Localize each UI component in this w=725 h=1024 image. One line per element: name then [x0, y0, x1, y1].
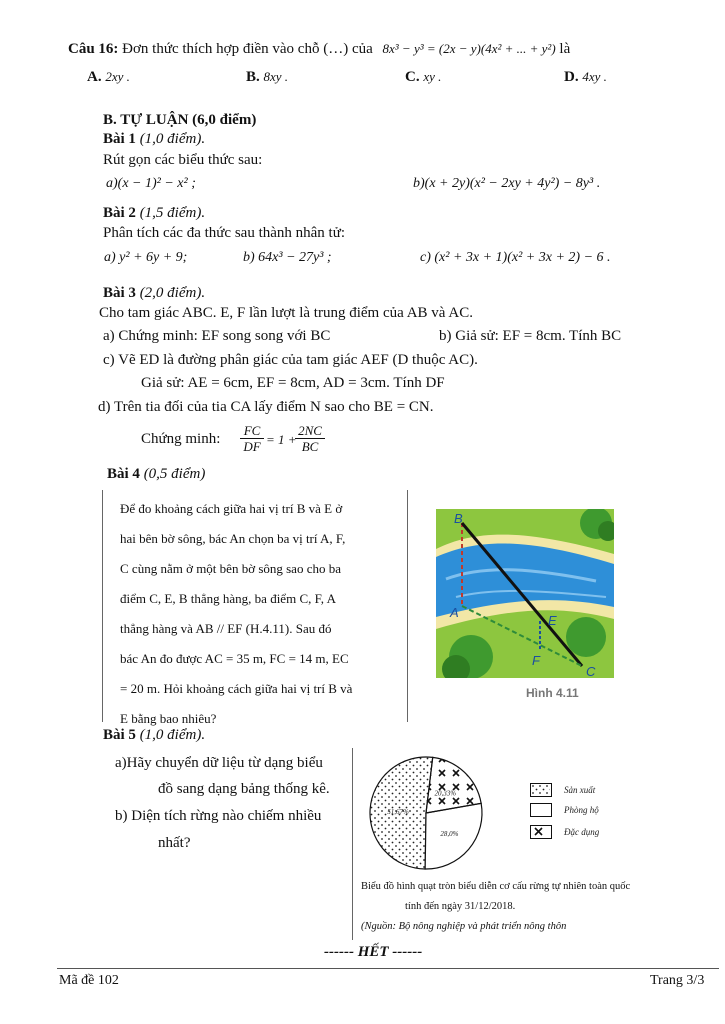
- bai3-prove-label: Chứng minh:: [141, 431, 221, 447]
- bai4-line: C cùng nằm ở một bên bờ sông sao cho ba: [120, 561, 341, 576]
- bai4-line: Để đo khoảng cách giữa hai vị trí B và E ở: [120, 501, 343, 516]
- figure-caption: Hình 4.11: [526, 686, 579, 700]
- bai2-part-a: a) y² + 6y + 9;: [104, 250, 188, 265]
- question-16-text: Đơn thức thích hợp điền vào chỗ (…) của: [122, 41, 373, 57]
- frac1-numerator: FC: [240, 423, 264, 439]
- bai4-line: hai bên bờ sông, bác An chọn ba vị trí A, F,: [120, 531, 346, 546]
- bai4-points: (0,5 điểm): [143, 466, 206, 482]
- equation-middle: = 1 +: [266, 432, 297, 447]
- legend-label-dac-dung: Đặc dụng: [564, 827, 600, 837]
- option-d-value: 4xy .: [582, 69, 607, 84]
- bai4-text: [120, 494, 352, 734]
- bai3-part-a: a) Chứng minh: EF song song với BC: [103, 328, 331, 344]
- legend-swatch-san-xuat: [530, 783, 552, 797]
- frac2: [295, 423, 325, 454]
- option-c-value: xy .: [423, 69, 442, 84]
- pie-chart: [366, 753, 486, 873]
- bai2-instruction: Phân tích các đa thức sau thành nhân tử:: [103, 225, 346, 241]
- end-mark: ------ HẾT ------: [324, 944, 423, 960]
- option-c-letter: C.: [405, 69, 420, 85]
- footer-divider: [57, 968, 719, 969]
- option-d-letter: D.: [564, 69, 579, 85]
- bai4-line: = 20 m. Hỏi khoảng cách giữa hai vị trí B và: [120, 681, 353, 696]
- bai5-points: (1,0 điểm).: [139, 727, 206, 743]
- bai5-part-b2: nhất?: [158, 835, 191, 851]
- question-16-label: Câu 16:: [68, 41, 119, 57]
- label-e: E: [548, 613, 557, 628]
- bai5-part-a1: a)Hãy chuyển dữ liệu từ dạng biểu: [115, 755, 323, 771]
- bai3-part-c2: Giả sử: AE = 6cm, EF = 8cm, AD = 3cm. Tính DF: [141, 375, 445, 391]
- frac1-denominator: DF: [243, 439, 261, 454]
- chart-source: (Nguồn: Bộ nông nghiệp và phát triển nông thôn: [361, 921, 567, 932]
- pie-slice-label-1: 28,0%: [440, 829, 459, 838]
- frac1: [240, 423, 264, 454]
- bai2-part-b: b) 64x³ − 27y³ ;: [243, 250, 332, 265]
- bai4-left-rule: [102, 490, 103, 722]
- bai3-heading: [103, 285, 205, 302]
- option-c: [405, 69, 441, 86]
- river-figure: [436, 509, 614, 678]
- bai5-heading: [103, 727, 205, 744]
- label-c: C: [586, 664, 596, 678]
- bai3-part-c1: c) Vẽ ED là đường phân giác của tam giác AEF (D thuộc AC).: [103, 352, 478, 368]
- bai1-instruction: Rút gọn các biểu thức sau:: [103, 152, 263, 168]
- frac2-numerator: 2NC: [295, 423, 325, 439]
- bai4-line: thẳng hàng và AB // EF (H.4.11). Sau đó: [120, 621, 332, 636]
- bai1-points: (1,0 điểm).: [139, 131, 206, 147]
- bai4-line: E bằng bao nhiêu?: [120, 711, 217, 726]
- option-a-letter: A.: [87, 69, 102, 85]
- bai1-title: Bài 1: [103, 131, 136, 147]
- bai2-points: (1,5 điểm).: [139, 205, 206, 221]
- bai1-part-a: a)(x − 1)² − x² ;: [106, 176, 196, 191]
- bai4-title: Bài 4: [107, 466, 140, 482]
- bai1-heading: [103, 131, 205, 148]
- section-b-title: B. TỰ LUẬN (6,0 điểm): [103, 112, 257, 128]
- option-b: [246, 69, 288, 86]
- bai5-title: Bài 5: [103, 727, 136, 743]
- chart-caption-1: Biểu đồ hình quạt tròn biểu diễn cơ cấu rừng tự nhiên toàn quốc: [361, 881, 631, 892]
- pie-slice-2: [426, 757, 481, 813]
- question-16-equation: 8x³ − y³ = (2x − y)(4x² + ... + y²): [382, 41, 556, 56]
- chart-caption-2: tính đến ngày 31/12/2018.: [405, 901, 516, 912]
- question-16: [68, 41, 570, 58]
- option-b-letter: B.: [246, 69, 260, 85]
- bai4-heading: [107, 466, 205, 483]
- legend-swatch-dac-dung: [530, 825, 552, 839]
- option-d: [564, 69, 607, 86]
- label-a: A: [450, 605, 459, 620]
- bai2-part-c: c) (x² + 3x + 1)(x² + 3x + 2) − 6 .: [420, 250, 611, 265]
- bai3-title: Bài 3: [103, 285, 136, 301]
- bai5-part-b1: b) Diện tích rừng nào chiếm nhiều: [115, 808, 322, 824]
- legend-label-phong-ho: Phòng hộ: [564, 805, 599, 815]
- bai5-part-a2: đồ sang dạng bảng thống kê.: [158, 781, 330, 797]
- footer-code: Mã đề 102: [59, 973, 119, 988]
- bai4-line: điểm C, E, B thẳng hàng, ba điểm C, F, A: [120, 591, 336, 606]
- label-f: F: [532, 653, 540, 668]
- bai3-intro: Cho tam giác ABC. E, F lần lượt là trung điểm của AB và AC.: [99, 305, 473, 321]
- frac2-denominator: BC: [301, 439, 319, 454]
- legend-swatch-phong-ho: [530, 803, 552, 817]
- tree-icon: [566, 617, 606, 657]
- bai5-chart-rule: [352, 748, 353, 940]
- pie-slice-label-2: 20,33%: [434, 789, 457, 798]
- bai4-line: bác An đo được AC = 35 m, FC = 14 m, EC: [120, 651, 349, 666]
- footer-page: Trang 3/3: [650, 973, 705, 988]
- bai1-part-b: b)(x + 2y)(x² − 2xy + 4y²) − 8y³ .: [413, 176, 601, 191]
- option-a: [87, 69, 130, 86]
- question-16-suffix: là: [559, 41, 571, 57]
- bai3-part-b: b) Giả sử: EF = 8cm. Tính BC: [439, 328, 622, 344]
- bai4-right-rule: [407, 490, 408, 722]
- legend-label-san-xuat: Sản xuất: [564, 785, 596, 795]
- option-b-value: 8xy .: [263, 69, 289, 84]
- label-b: B: [454, 511, 463, 526]
- option-a-value: 2xy .: [105, 69, 130, 84]
- pie-slice-label-0: 51,67%: [387, 808, 409, 817]
- bai2-heading: [103, 205, 205, 222]
- bai3-points: (2,0 điểm).: [139, 285, 206, 301]
- bai2-title: Bài 2: [103, 205, 136, 221]
- bai3-part-d: d) Trên tia đối của tia CA lấy điểm N sao cho BE = CN.: [98, 399, 434, 415]
